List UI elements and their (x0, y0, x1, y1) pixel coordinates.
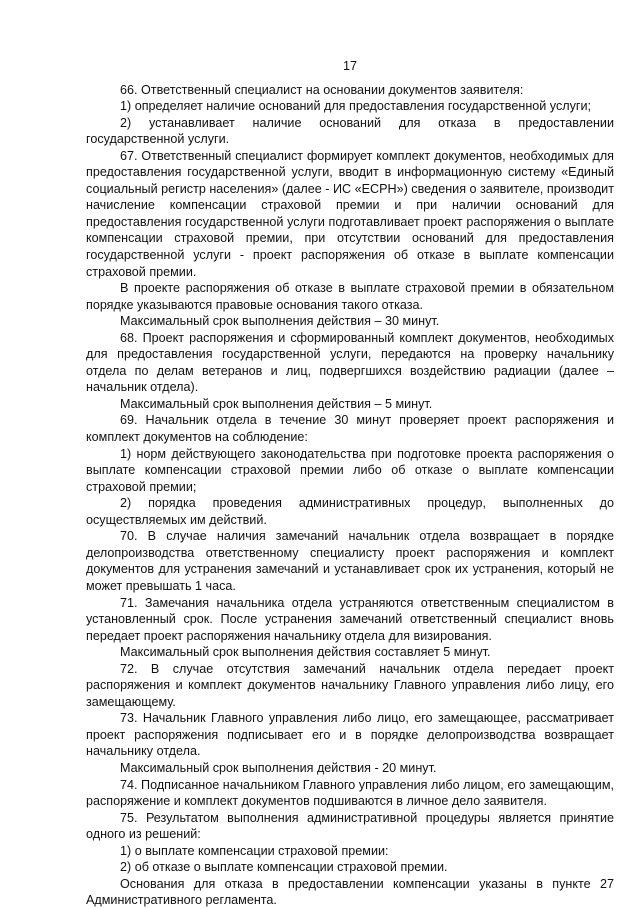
paragraph-69: 69. Начальник отдела в течение 30 минут проверяет проект распоряжения и комплект документов на соблюдение: (86, 413, 614, 445)
paragraph-75-item-1: 1) о выплате компенсации страховой премии: (120, 843, 389, 858)
page-number: 17 (342, 59, 357, 73)
paragraph-71-max-time: Максимальный срок выполнения действия составляет 5 минут. (120, 645, 491, 660)
paragraph-67-refusal-grounds: В проекте распоряжения об отказе в выплате страховой премии в обязательном порядке указываются правовые основания такого отказа. (86, 281, 614, 312)
paragraph-66: 66. Ответственный специалист на основании документов заявителя: (120, 82, 524, 97)
paragraph-72: 72. В случае отсутствия замечаний начальник отдела передает проект распоряжения и комплект документов начальнику Главного управления либо лицу, его замещающему. (86, 661, 614, 709)
paragraph-73-max-time: Максимальный срок выполнения действия - 20 минут. (120, 760, 437, 775)
paragraph-71: 71. Замечания начальника отдела устраняются ответственным специалистом в установленный срок. После устранения замечаний ответственный специалист вновь передает проект распоряжения начальнику отдела для визирования. (86, 595, 614, 643)
paragraph-66-item-1: 1) определяет наличие оснований для предоставления государственной услуги; (120, 99, 592, 114)
paragraph-74: 74. Подписанное начальником Главного управления либо лицом, его замещающим, распоряжение и комплект документов подшиваются в личное дело заявителя. (86, 777, 614, 809)
paragraph-75: 75. Результатом выполнения административной процедуры является принятие одного из решений: (86, 810, 614, 842)
paragraph-67: 67. Ответственный специалист формирует комплект документов, необходимых для предоставления государственной услуги, вводит в информационную систему «Единый социальный регистр населения» (далее - ИС «ЕСРН») сведения о заявителе, производит начисление компенсации страховой премии и при наличии оснований для предоставления государственной услуги подготавливает проект распоряжения о выплате компенсации страховой премии, при отсутствии оснований для предоставления государственной услуги - проект распоряжения об отказе в выплате компенсации страховой премии. (86, 148, 614, 279)
paragraph-68-max-time: Максимальный срок выполнения действия – 5 минут. (120, 396, 433, 411)
paragraph-66-item-2: 2) устанавливает наличие оснований для отказа в предоставлении государственной услуги. (86, 115, 614, 147)
paragraph-68: 68. Проект распоряжения и сформированный комплект документов, необходимых для предоставления государственной услуги, передаются на проверку начальнику отдела по делам ветеранов и лиц, подвергшихся воздействию радиации (далее – начальник отдела). (86, 330, 614, 395)
paragraph-75-item-2: 2) об отказе о выплате компенсации страховой премии. (120, 860, 448, 875)
paragraph-69-item-1: 1) норм действующего законодательства при подготовке проекта распоряжения о выплате компенсации страховой премии либо об отказе о выплате компенсации страховой премии; (86, 446, 614, 494)
paragraph-69-item-2: 2) порядка проведения административных процедур, выполненных до осуществляемых им действий. (86, 496, 614, 527)
document-page (86, 58, 614, 909)
paragraph-67-max-time: Максимальный срок выполнения действия – 30 минут. (120, 314, 440, 329)
paragraph-73: 73. Начальник Главного управления либо лицо, его замещающее, рассматривает проект распоряжения подписывает его и в порядке делопроизводства возвращает начальнику отдела. (86, 711, 614, 759)
paragraph-70: 70. В случае наличия замечаний начальник отдела возвращает в порядке делопроизводства ответственному специалисту проект распоряжения и комплект документов для устранения замечаний и устанавливает срок их устранения, который не может превышать 1 часа. (86, 529, 614, 593)
paragraph-refusal-reference: Основания для отказа в предоставлении компенсации указаны в пункте 27 Административного регламента. (86, 876, 614, 908)
